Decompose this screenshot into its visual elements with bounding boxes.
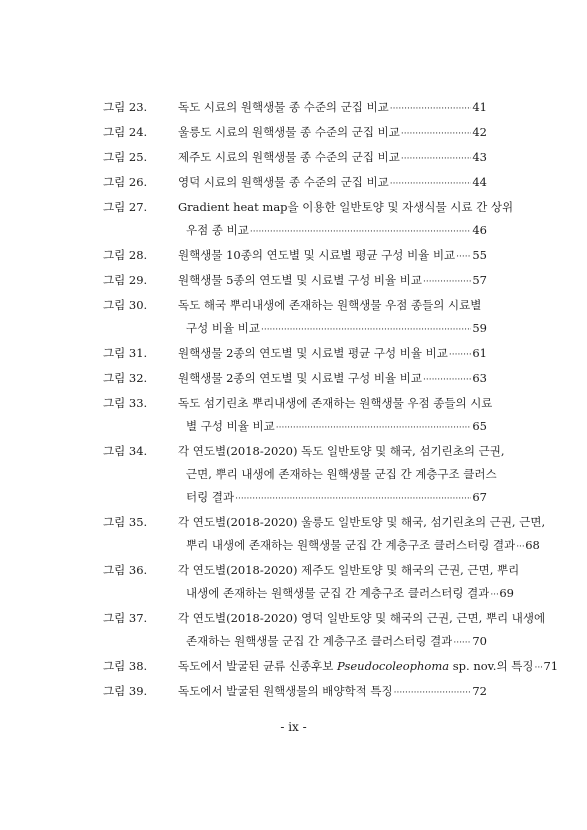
dot-leader xyxy=(449,344,472,367)
dot-leader xyxy=(394,682,472,705)
page-ref: 72 xyxy=(472,684,487,698)
toc-entry[interactable] xyxy=(103,294,487,342)
entry-body xyxy=(178,244,487,269)
dot-leader xyxy=(456,246,471,269)
entry-line xyxy=(178,269,487,294)
entry-line xyxy=(178,96,487,121)
figure-number: 그림 27. xyxy=(103,200,148,214)
figure-number: 그림 32. xyxy=(103,371,148,385)
dot-leader xyxy=(401,148,471,171)
figure-title: 구성 비율 비교 xyxy=(186,321,260,335)
figure-title: 영덕 시료의 원핵생물 종 수준의 군집 비교 xyxy=(178,175,389,189)
entry-line xyxy=(178,367,487,392)
figure-title: 원핵생물 2종의 연도별 및 시료별 평균 구성 비율 비교 xyxy=(178,346,448,360)
figure-title: 존재하는 원핵생물 군집 간 계층구조 클러스터링 결과 xyxy=(186,634,453,648)
entry-line xyxy=(178,534,540,559)
page-ref: 67 xyxy=(472,490,487,504)
entry-body xyxy=(178,367,487,392)
entry-body xyxy=(178,146,487,171)
figure-number: 그림 39. xyxy=(103,684,148,698)
toc-entry[interactable] xyxy=(103,367,487,392)
entry-line xyxy=(178,415,487,440)
entry-body xyxy=(178,440,505,511)
figure-list xyxy=(103,96,559,705)
figure-title: 독도 해국 뿌리내생에 존재하는 원핵생물 우점 종들의 시료별 xyxy=(178,298,482,312)
dot-leader xyxy=(453,632,471,655)
entry-line xyxy=(178,607,546,630)
entry-body xyxy=(178,607,546,655)
page-ref: 46 xyxy=(472,223,487,237)
figure-title: 원핵생물 10종의 연도별 및 시료별 평균 구성 비율 비교 xyxy=(178,248,456,262)
toc-entry[interactable] xyxy=(103,146,487,171)
figure-title: 내생에 존재하는 원핵생물 군집 간 계층구조 클러스터링 결과 xyxy=(186,586,490,600)
figure-number: 그림 29. xyxy=(103,273,148,287)
dot-leader xyxy=(516,536,524,559)
dot-leader xyxy=(490,584,498,607)
entry-line xyxy=(178,392,493,415)
toc-entry[interactable] xyxy=(103,121,487,146)
entry-body xyxy=(178,196,514,244)
figure-title: 각 연도별(2018-2020) 독도 일반토양 및 해국, 섬기린초의 근권, xyxy=(178,444,505,458)
toc-entry[interactable] xyxy=(103,392,493,440)
entry-line xyxy=(178,317,487,342)
page-ref: 61 xyxy=(472,346,487,360)
page-ref: 42 xyxy=(472,125,487,139)
entry-line xyxy=(178,171,487,196)
entry-line xyxy=(178,655,559,680)
figure-number: 그림 23. xyxy=(103,100,148,114)
entry-line xyxy=(178,440,505,463)
species-name: Pseudocoleophoma xyxy=(337,659,450,673)
entry-line xyxy=(178,559,520,582)
page-ref: 63 xyxy=(472,371,487,385)
entry-body xyxy=(178,121,487,146)
figure-title: Gradient heat map을 이용한 일반토양 및 자생식물 시료 간 상위 xyxy=(178,200,514,214)
toc-entry[interactable] xyxy=(103,559,520,607)
entry-line xyxy=(178,219,487,244)
entry-line xyxy=(178,582,514,607)
toc-entry[interactable] xyxy=(103,342,487,367)
entry-body xyxy=(178,680,487,705)
figure-title: 별 구성 비율 비교 xyxy=(186,419,275,433)
dot-leader xyxy=(261,319,471,342)
figure-number: 그림 34. xyxy=(103,444,148,458)
entry-body xyxy=(178,511,546,559)
entry-body xyxy=(178,392,493,440)
figure-number: 그림 24. xyxy=(103,125,148,139)
dot-leader xyxy=(534,657,542,680)
page-ref: 71 xyxy=(543,659,559,673)
toc-entry[interactable] xyxy=(103,196,514,244)
figure-number: 그림 35. xyxy=(103,515,148,529)
page-ref: 57 xyxy=(472,273,487,287)
page-ref: 70 xyxy=(472,634,487,648)
entry-line xyxy=(178,244,487,269)
dot-leader xyxy=(276,417,472,440)
page-ref: 68 xyxy=(525,538,540,552)
entry-line xyxy=(178,630,487,655)
toc-entry[interactable] xyxy=(103,244,487,269)
figure-number: 그림 36. xyxy=(103,563,148,577)
page-ref: 44 xyxy=(472,175,487,189)
page-ref: 65 xyxy=(472,419,487,433)
figure-title: 제주도 시료의 원핵생물 종 수준의 군집 비교 xyxy=(178,150,400,164)
toc-entry[interactable] xyxy=(103,511,546,559)
figure-title: 독도에서 발굴된 원핵생물의 배양학적 특징 xyxy=(178,684,393,698)
figure-title: 원핵생물 5종의 연도별 및 시료별 구성 비율 비교 xyxy=(178,273,422,287)
figure-number: 그림 37. xyxy=(103,611,148,625)
dot-leader xyxy=(390,173,472,196)
entry-body xyxy=(178,269,487,294)
figure-title: 뿌리 내생에 존재하는 원핵생물 군집 간 계층구조 클러스터링 결과 xyxy=(186,538,516,552)
figure-number: 그림 31. xyxy=(103,346,148,360)
entry-line xyxy=(178,146,487,171)
dot-leader xyxy=(235,488,471,511)
page-ref: 55 xyxy=(472,248,487,262)
page-ref: 69 xyxy=(499,586,514,600)
figure-title: 울릉도 시료의 원핵생물 종 수준의 군집 비교 xyxy=(178,125,400,139)
figure-number: 그림 33. xyxy=(103,396,148,410)
figure-title: 터링 결과 xyxy=(186,490,235,504)
entry-body xyxy=(178,294,487,342)
figure-number: 그림 30. xyxy=(103,298,148,312)
figure-title: 독도 시료의 원핵생물 종 수준의 군집 비교 xyxy=(178,100,389,114)
entry-line xyxy=(178,463,497,486)
entry-body xyxy=(178,96,487,121)
figure-title: 독도에서 발굴된 균류 신종후보 Pseudocoleophoma sp. nov.의 특징 xyxy=(178,659,534,673)
figure-title: 각 연도별(2018-2020) 제주도 일반토양 및 해국의 근권, 근면, 뿌리 xyxy=(178,563,520,577)
entry-line xyxy=(178,121,487,146)
dot-leader xyxy=(401,123,471,146)
page-number: - ix - xyxy=(280,720,307,734)
toc-entry[interactable] xyxy=(103,171,487,196)
figure-title: 독도 섬기린초 뿌리내생에 존재하는 원핵생물 우점 종들의 시료 xyxy=(178,396,493,410)
entry-line xyxy=(178,294,487,317)
figure-title: 원핵생물 2종의 연도별 및 시료별 구성 비율 비교 xyxy=(178,371,422,385)
entry-body xyxy=(178,342,487,367)
toc-entry[interactable] xyxy=(103,655,559,680)
figure-title: 각 연도별(2018-2020) 영덕 일반토양 및 해국의 근권, 근면, 뿌리 내생에 xyxy=(178,611,546,625)
figure-title: 각 연도별(2018-2020) 울릉도 일반토양 및 해국, 섬기린초의 근권, 근면, xyxy=(178,515,546,529)
figure-number: 그림 26. xyxy=(103,175,148,189)
toc-entry[interactable] xyxy=(103,269,487,294)
entry-line xyxy=(178,511,546,534)
page-ref: 41 xyxy=(472,100,487,114)
entry-line xyxy=(178,196,514,219)
figure-number: 그림 38. xyxy=(103,659,148,673)
entry-body xyxy=(178,655,559,680)
page-ref: 59 xyxy=(472,321,487,335)
toc-entry[interactable] xyxy=(103,607,546,655)
figure-title: 근면, 뿌리 내생에 존재하는 원핵생물 군집 간 계층구조 클러스 xyxy=(186,467,497,481)
toc-entry[interactable] xyxy=(103,680,487,705)
entry-body xyxy=(178,171,487,196)
entry-line xyxy=(178,680,487,705)
dot-leader xyxy=(423,271,471,294)
dot-leader xyxy=(423,369,471,392)
figure-title: 우점 종 비교 xyxy=(186,223,249,237)
entry-line xyxy=(178,486,487,511)
entry-body xyxy=(178,559,520,607)
entry-line xyxy=(178,342,487,367)
figure-number: 그림 25. xyxy=(103,150,148,164)
dot-leader xyxy=(390,98,472,121)
page-ref: 43 xyxy=(472,150,487,164)
dot-leader xyxy=(250,221,472,244)
toc-entry[interactable] xyxy=(103,440,505,511)
figure-number: 그림 28. xyxy=(103,248,148,262)
toc-entry[interactable] xyxy=(103,96,487,121)
